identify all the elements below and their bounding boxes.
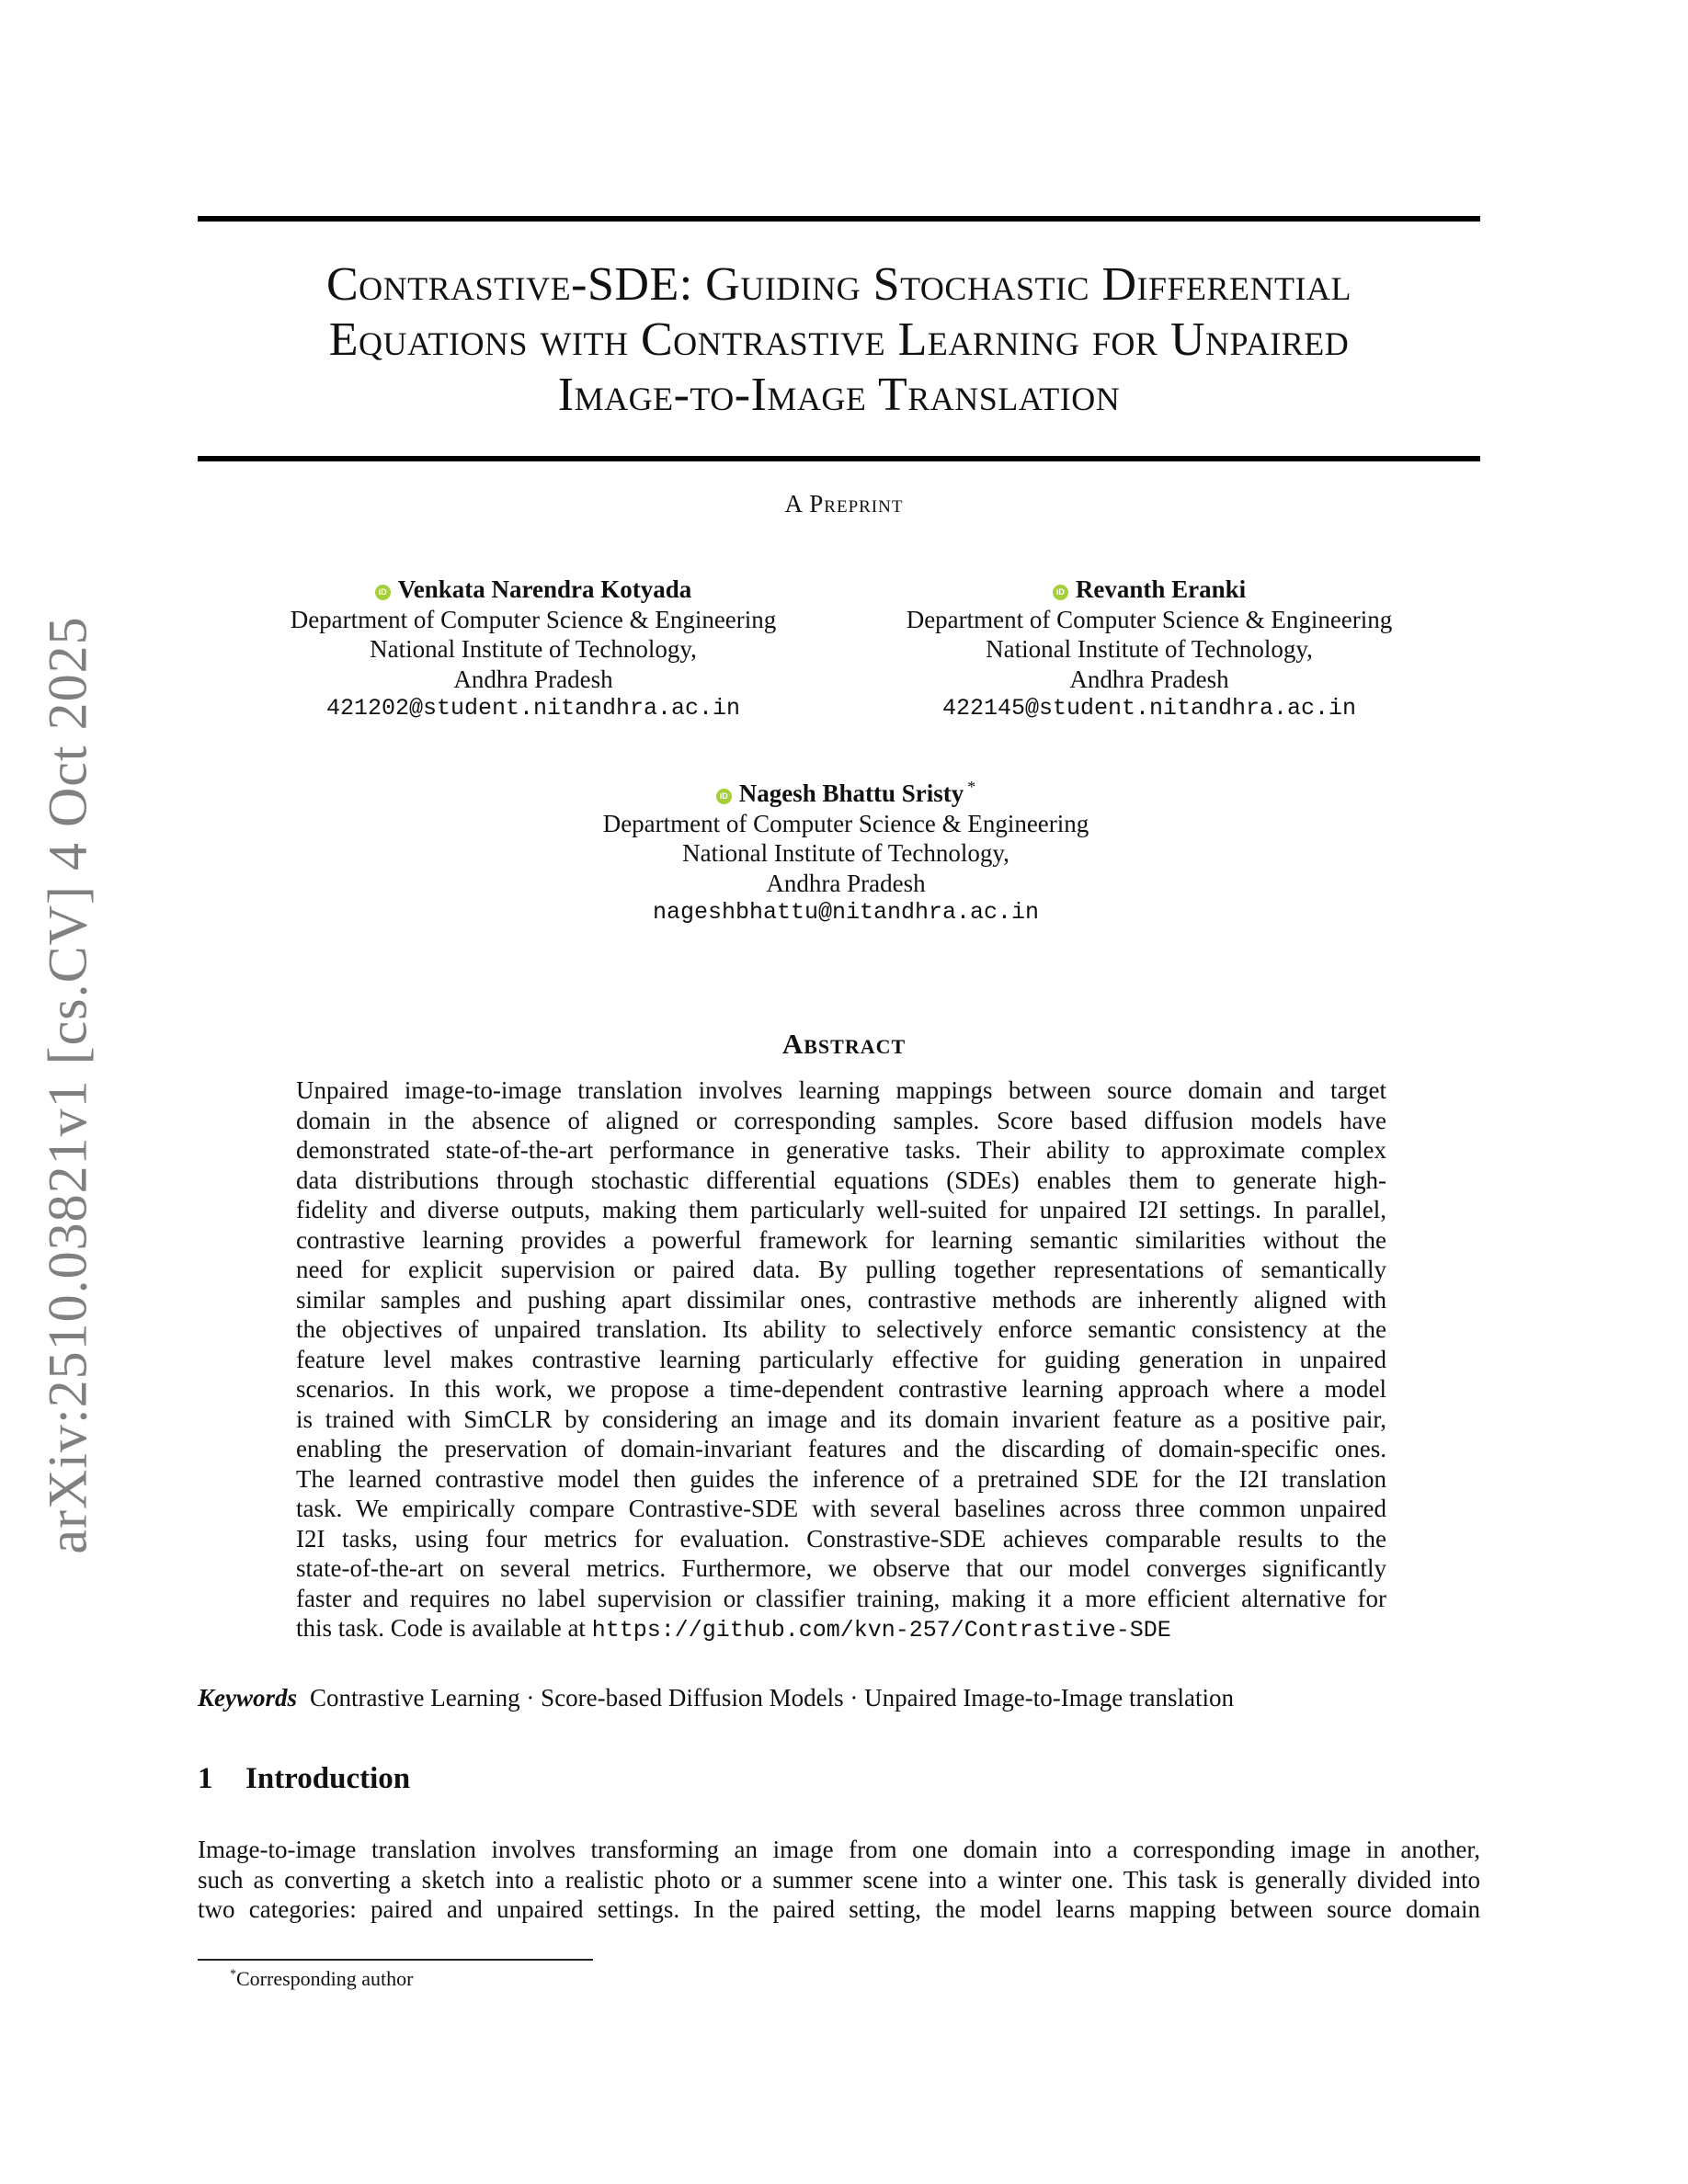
abstract-line-text: this task. Code is available at	[296, 1614, 592, 1642]
author-department: Department of Computer Science & Engineering	[906, 605, 1393, 633]
author-email[interactable]: 421202@student.nitandhra.ac.in	[325, 695, 741, 722]
author-name: Revanth Eranki	[1075, 575, 1247, 603]
title-bottom-rule	[198, 456, 1480, 461]
author-institute: National Institute of Technology,	[682, 839, 1009, 867]
author-name-row	[248, 574, 818, 605]
orcid-icon[interactable]: iD	[1053, 585, 1068, 600]
section-heading	[198, 1762, 410, 1796]
abstract-line: demonstrated state-of-the-art performance in generative tasks. Their ability to approximate complex	[296, 1136, 1386, 1164]
abstract-line: similar samples and pushing apart dissimilar ones, contrastive methods are inherently aligned with	[296, 1285, 1386, 1314]
author-department: Department of Computer Science & Engineering	[290, 605, 777, 633]
title-top-rule	[198, 216, 1480, 222]
abstract-line: feature level makes contrastive learning particularly effective for guiding generation in unpaired	[296, 1345, 1386, 1373]
author-block	[864, 574, 1434, 724]
abstract-line: is trained with SimCLR by considering an image and its domain invarient feature as a positive pair,	[296, 1405, 1386, 1433]
introduction-body	[198, 1835, 1480, 1925]
author-block	[552, 772, 1140, 928]
title-line: Image-to-Image Translation	[557, 369, 1121, 421]
title-line: Equations with Contrastive Learning for Unpaired	[328, 313, 1350, 366]
abstract-line: I2I tasks, using four metrics for evaluation. Constrastive-SDE achieves comparable results to the	[296, 1524, 1386, 1553]
corresponding-author-marker[interactable]: *	[967, 778, 976, 796]
author-name-row	[864, 574, 1434, 605]
arxiv-identifier-stamp	[22, 615, 114, 1554]
abstract-line: enabling the preservation of domain-invariant features and the discarding of domain-specific ones.	[296, 1435, 1386, 1462]
author-location: Andhra Pradesh	[453, 665, 613, 693]
abstract-line: task. We empirically compare Contrastive-SDE with several baselines across three common unpaired	[296, 1495, 1386, 1522]
author-name: Nagesh Bhattu Sristy	[738, 779, 964, 807]
orcid-icon[interactable]: iD	[375, 585, 391, 600]
keywords-row	[198, 1684, 1234, 1712]
abstract-line: domain in the absence of aligned or corresponding samples. Score based diffusion models have	[296, 1106, 1386, 1134]
abstract-line: The learned contrastive model then guides the inference of a pretrained SDE for the I2I translation	[296, 1464, 1386, 1493]
preprint-label: A Preprint	[784, 490, 904, 518]
abstract-line: scenarios. In this work, we propose a time-dependent contrastive learning approach where a model	[296, 1375, 1386, 1403]
author-institute: National Institute of Technology,	[986, 635, 1313, 663]
abstract-body	[296, 1075, 1386, 1644]
author-location: Andhra Pradesh	[1069, 665, 1229, 693]
arxiv-identifier-text: arXiv:2510.03821v1 [cs.CV] 4 Oct 2025	[37, 615, 98, 1554]
abstract-line: fidelity and diverse outputs, making them particularly well-suited for unpaired I2I settings. In parallel,	[296, 1196, 1386, 1223]
author-location: Andhra Pradesh	[766, 869, 926, 897]
abstract-line: faster and requires no label supervision or classifier training, making it a more efficient alternative for	[296, 1584, 1386, 1612]
abstract-line: the objectives of unpaired translation. Its ability to selectively enforce semantic consistency at the	[296, 1315, 1386, 1343]
intro-line: Image-to-image translation involves transforming an image from one domain into a corresponding image in another,	[198, 1836, 1480, 1863]
abstract-last-line	[296, 1613, 1386, 1644]
intro-line: such as converting a sketch into a realistic photo or a summer scene into a winter one. This task is generally divided into	[198, 1865, 1480, 1894]
footnote-text: Corresponding author	[236, 1967, 414, 1990]
author-name-row	[552, 772, 1140, 809]
intro-line: two categories: paired and unpaired settings. In the paired setting, the model learns mapping between source domain	[198, 1895, 1480, 1923]
abstract-line: contrastive learning provides a powerful framework for learning semantic similarities without the	[296, 1225, 1386, 1254]
author-name: Venkata Narendra Kotyada	[397, 575, 692, 603]
abstract-line: Unpaired image-to-image translation involves learning mappings between source domain and target	[296, 1076, 1386, 1104]
author-department: Department of Computer Science & Engineering	[602, 809, 1089, 837]
section-title: Introduction	[245, 1762, 411, 1795]
section-number: 1	[198, 1762, 213, 1795]
abstract-heading: Abstract	[781, 1028, 907, 1060]
abstract-line: data distributions through stochastic differential equations (SDEs) enables them to generate high-	[296, 1166, 1386, 1194]
author-email[interactable]: nageshbhattu@nitandhra.ac.in	[652, 899, 1040, 926]
code-url-link[interactable]: https://github.com/kvn-257/Contrastive-SDE	[591, 1617, 1171, 1644]
footnote-rule	[198, 1959, 593, 1961]
author-email[interactable]: 422145@student.nitandhra.ac.in	[941, 695, 1357, 722]
title-line: Contrastive-SDE: Guiding Stochastic Differential	[325, 258, 1352, 311]
paper-title	[198, 257, 1480, 423]
keywords-label: Keywords	[198, 1684, 297, 1712]
keywords-list: Contrastive Learning · Score-based Diffusion Models · Unpaired Image-to-Image translation	[310, 1684, 1234, 1712]
footnote-marker: *	[230, 1967, 236, 1982]
abstract-line: need for explicit supervision or paired data. By pulling together representations of semantically	[296, 1256, 1386, 1283]
author-institute: National Institute of Technology,	[370, 635, 697, 663]
footnote	[230, 1967, 413, 1991]
author-block	[248, 574, 818, 724]
orcid-icon[interactable]: iD	[716, 789, 732, 804]
abstract-line: state-of-the-art on several metrics. Furthermore, we observe that our model converges significantly	[296, 1554, 1386, 1582]
